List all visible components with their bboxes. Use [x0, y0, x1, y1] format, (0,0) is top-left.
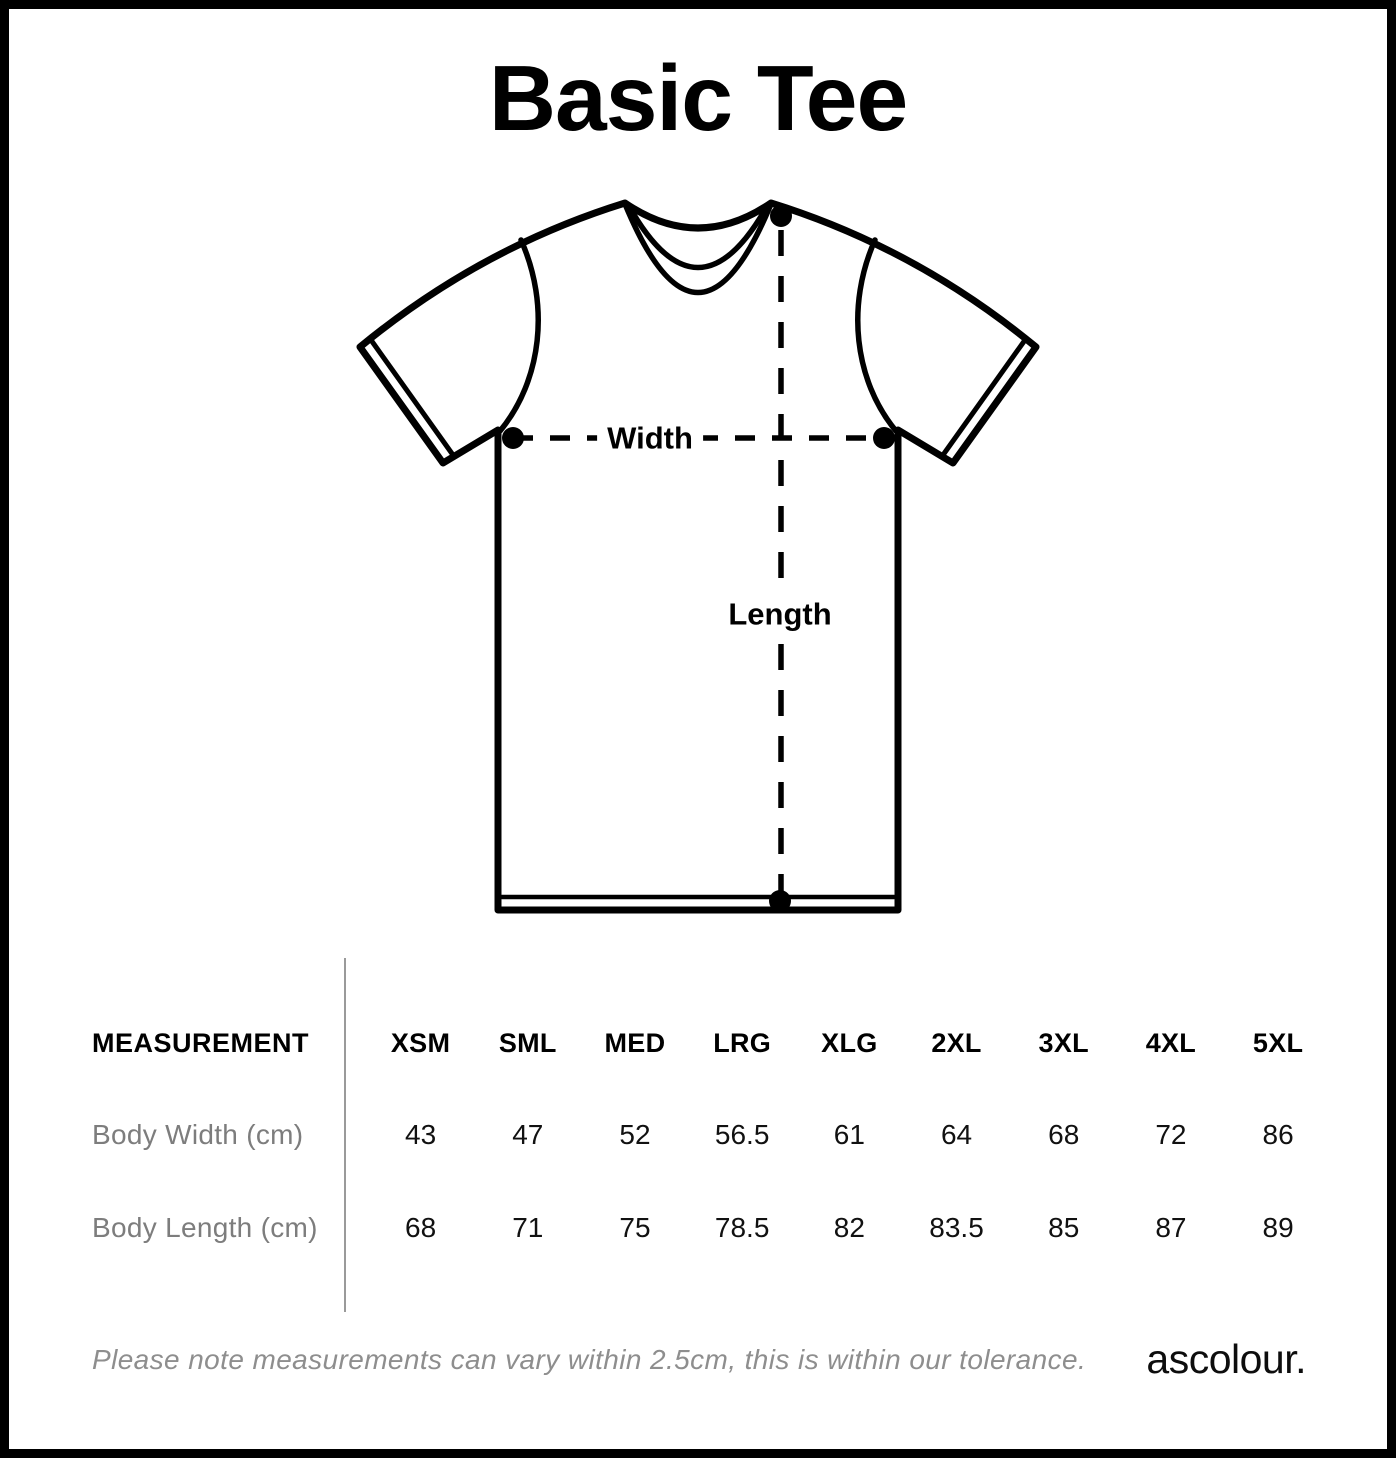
- size-header-lrg: LRG: [713, 1027, 772, 1058]
- tshirt-body-outline: [360, 203, 1036, 910]
- page-title: Basic Tee: [488, 46, 908, 150]
- measurement-column-header: MEASUREMENT: [92, 1027, 310, 1058]
- tolerance-note: Please note measurements can vary within 2.5cm, this is within our tolerance.: [92, 1344, 1087, 1375]
- body-length-row-label: Body Length (cm): [92, 1212, 318, 1243]
- body-width-3xl: 68: [1048, 1119, 1080, 1150]
- brand-logo: ascolour.: [1146, 1336, 1306, 1382]
- size-header-4xl: 4XL: [1145, 1027, 1197, 1058]
- body-length-4xl: 87: [1155, 1212, 1187, 1243]
- size-header-2xl: 2XL: [931, 1027, 982, 1058]
- right-armpit-dot: [873, 427, 895, 449]
- body-length-3xl: 85: [1048, 1212, 1080, 1243]
- size-header-xsm: XSM: [390, 1027, 451, 1058]
- body-length-sml: 71: [512, 1212, 544, 1243]
- size-table-header-row: [0, 1023, 1396, 1063]
- body-width-sml: 47: [512, 1119, 544, 1150]
- hem-point-dot: [769, 890, 791, 912]
- length-measure-label: Length: [718, 595, 841, 634]
- body-length-5xl: 89: [1262, 1212, 1294, 1243]
- body-width-lrg: 56.5: [714, 1119, 770, 1150]
- size-header-sml: SML: [498, 1027, 557, 1058]
- size-header-5xl: 5XL: [1252, 1027, 1304, 1058]
- body-length-2xl: 83.5: [929, 1212, 984, 1243]
- body-width-row-label: Body Width (cm): [92, 1119, 304, 1150]
- body-width-2xl: 64: [940, 1119, 973, 1150]
- size-header-xlg: XLG: [821, 1027, 878, 1058]
- body-length-xlg: 82: [833, 1212, 865, 1243]
- body-length-lrg: 78.5: [714, 1212, 770, 1243]
- left-armpit-dot: [502, 427, 524, 449]
- size-header-3xl: 3XL: [1038, 1027, 1089, 1058]
- body-width-row: [0, 1115, 1396, 1155]
- shoulder-point-dot: [770, 205, 792, 227]
- body-width-4xl: 72: [1155, 1119, 1187, 1150]
- size-header-med: MED: [604, 1027, 666, 1058]
- body-width-xsm: 43: [405, 1119, 437, 1150]
- tshirt-outline-icon: [330, 175, 1070, 935]
- body-length-med: 75: [619, 1212, 651, 1243]
- body-length-xsm: 68: [405, 1212, 437, 1243]
- body-length-row: [0, 1208, 1396, 1248]
- width-measure-label: Width: [597, 419, 703, 458]
- body-width-xlg: 61: [833, 1119, 865, 1150]
- body-width-5xl: 86: [1262, 1119, 1294, 1150]
- body-width-med: 52: [619, 1119, 651, 1150]
